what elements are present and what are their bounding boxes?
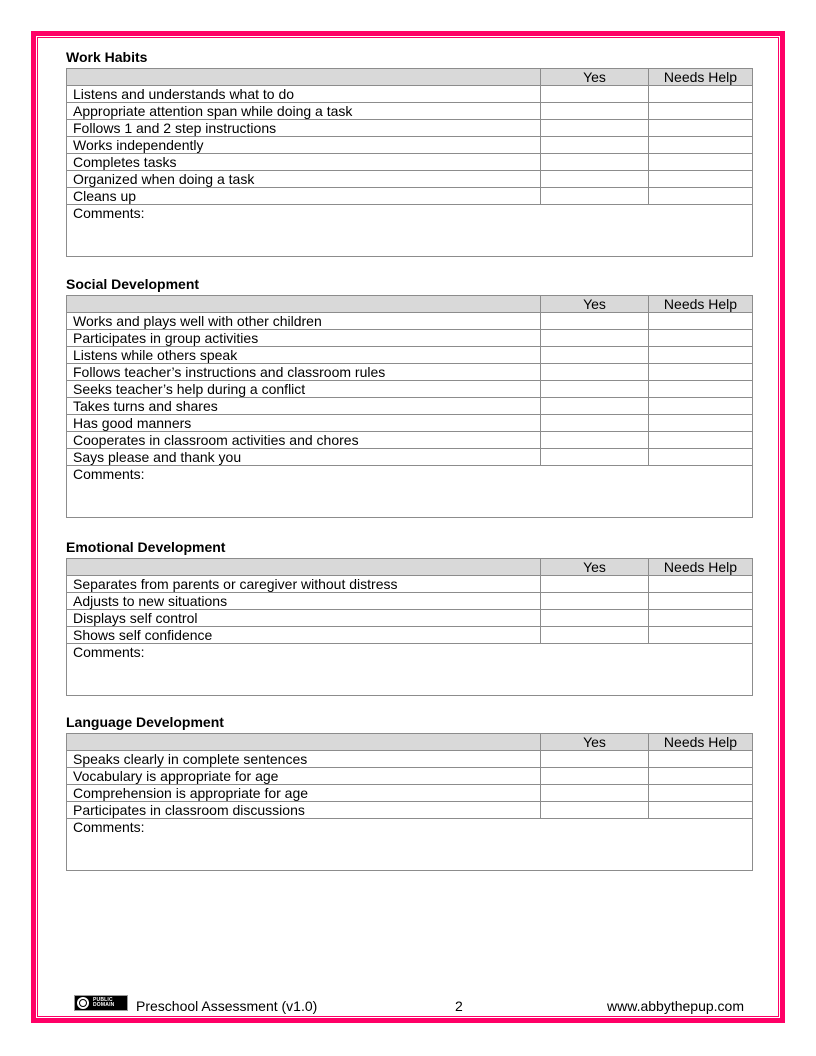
yes-checkbox-cell[interactable] — [541, 171, 649, 188]
skill-label: Takes turns and shares — [67, 398, 541, 415]
document-title: Preschool Assessment (v1.0) — [136, 998, 318, 1014]
skill-label: Speaks clearly in complete sentences — [67, 751, 541, 768]
skill-label: Participates in group activities — [67, 330, 541, 347]
needs-help-checkbox-cell[interactable] — [649, 313, 753, 330]
table-row — [67, 137, 753, 154]
needs-help-checkbox-cell[interactable] — [649, 330, 753, 347]
needs-help-checkbox-cell[interactable] — [649, 188, 753, 205]
header-needs-help: Needs Help — [649, 734, 753, 751]
yes-checkbox-cell[interactable] — [541, 449, 649, 466]
needs-help-checkbox-cell[interactable] — [649, 103, 753, 120]
skill-label: Follows 1 and 2 step instructions — [67, 120, 541, 137]
needs-help-checkbox-cell[interactable] — [649, 576, 753, 593]
yes-checkbox-cell[interactable] — [541, 137, 649, 154]
skill-label: Works and plays well with other children — [67, 313, 541, 330]
needs-help-checkbox-cell[interactable] — [649, 171, 753, 188]
header-yes: Yes — [541, 69, 649, 86]
needs-help-checkbox-cell[interactable] — [649, 751, 753, 768]
skill-label: Participates in classroom discussions — [67, 802, 541, 819]
social-development-table — [66, 295, 753, 518]
comments-row — [67, 819, 753, 871]
yes-checkbox-cell[interactable] — [541, 313, 649, 330]
comments-field[interactable] — [67, 205, 753, 257]
table-row — [67, 576, 753, 593]
header-needs-help: Needs Help — [649, 559, 753, 576]
table-row — [67, 593, 753, 610]
needs-help-checkbox-cell[interactable] — [649, 802, 753, 819]
needs-help-checkbox-cell[interactable] — [649, 593, 753, 610]
yes-checkbox-cell[interactable] — [541, 330, 649, 347]
table-row — [67, 330, 753, 347]
skill-label: Comprehension is appropriate for age — [67, 785, 541, 802]
table-header-row — [67, 734, 753, 751]
website-link[interactable]: www.abbythepup.com — [607, 998, 744, 1014]
needs-help-checkbox-cell[interactable] — [649, 785, 753, 802]
skill-label: Listens while others speak — [67, 347, 541, 364]
skill-label: Works independently — [67, 137, 541, 154]
table-row — [67, 751, 753, 768]
comments-row — [67, 205, 753, 257]
table-header-row — [67, 296, 753, 313]
section-title: Social Development — [66, 276, 200, 292]
table-row — [67, 188, 753, 205]
needs-help-checkbox-cell[interactable] — [649, 415, 753, 432]
public-domain-icon — [77, 997, 89, 1009]
table-row — [67, 785, 753, 802]
yes-checkbox-cell[interactable] — [541, 785, 649, 802]
comments-row — [67, 466, 753, 518]
needs-help-checkbox-cell[interactable] — [649, 610, 753, 627]
skill-label: Completes tasks — [67, 154, 541, 171]
yes-checkbox-cell[interactable] — [541, 188, 649, 205]
needs-help-checkbox-cell[interactable] — [649, 86, 753, 103]
table-header-row — [67, 69, 753, 86]
skill-label: Shows self confidence — [67, 627, 541, 644]
skill-label: Has good manners — [67, 415, 541, 432]
needs-help-checkbox-cell[interactable] — [649, 432, 753, 449]
table-row — [67, 449, 753, 466]
yes-checkbox-cell[interactable] — [541, 576, 649, 593]
needs-help-checkbox-cell[interactable] — [649, 381, 753, 398]
comments-label: Comments: — [73, 644, 145, 660]
page-number: 2 — [455, 998, 463, 1014]
table-row — [67, 86, 753, 103]
yes-checkbox-cell[interactable] — [541, 86, 649, 103]
table-row — [67, 610, 753, 627]
table-row — [67, 398, 753, 415]
public-domain-label — [93, 998, 114, 1008]
header-yes: Yes — [541, 734, 649, 751]
needs-help-checkbox-cell[interactable] — [649, 398, 753, 415]
table-header-row — [67, 559, 753, 576]
table-row — [67, 415, 753, 432]
public-domain-badge — [74, 995, 128, 1011]
header-item-cell — [67, 296, 541, 313]
yes-checkbox-cell[interactable] — [541, 120, 649, 137]
table-row — [67, 154, 753, 171]
needs-help-checkbox-cell[interactable] — [649, 364, 753, 381]
needs-help-checkbox-cell[interactable] — [649, 627, 753, 644]
table-row — [67, 171, 753, 188]
table-row — [67, 802, 753, 819]
badge-line-1: PUBLIC — [93, 997, 113, 1003]
language-development-table — [66, 733, 753, 871]
header-item-cell — [67, 734, 541, 751]
page-footer — [74, 995, 744, 1015]
header-item-cell — [67, 69, 541, 86]
yes-checkbox-cell[interactable] — [541, 154, 649, 171]
skill-label: Cleans up — [67, 188, 541, 205]
skill-label: Appropriate attention span while doing a task — [67, 103, 541, 120]
yes-checkbox-cell[interactable] — [541, 432, 649, 449]
section-title: Work Habits — [66, 49, 148, 65]
header-needs-help: Needs Help — [649, 69, 753, 86]
skill-label: Displays self control — [67, 610, 541, 627]
skill-label: Organized when doing a task — [67, 171, 541, 188]
yes-checkbox-cell[interactable] — [541, 610, 649, 627]
yes-checkbox-cell[interactable] — [541, 593, 649, 610]
comments-field[interactable] — [67, 644, 753, 696]
table-row — [67, 768, 753, 785]
needs-help-checkbox-cell[interactable] — [649, 768, 753, 785]
comments-field[interactable] — [67, 819, 753, 871]
comments-label: Comments: — [73, 466, 145, 482]
yes-checkbox-cell[interactable] — [541, 398, 649, 415]
needs-help-checkbox-cell[interactable] — [649, 154, 753, 171]
section-language-development — [66, 714, 752, 871]
table-row — [67, 432, 753, 449]
skill-label: Seeks teacher’s help during a conflict — [67, 381, 541, 398]
comments-label: Comments: — [73, 205, 145, 221]
skill-label: Listens and understands what to do — [67, 86, 541, 103]
yes-checkbox-cell[interactable] — [541, 751, 649, 768]
yes-checkbox-cell[interactable] — [541, 768, 649, 785]
yes-checkbox-cell[interactable] — [541, 103, 649, 120]
yes-checkbox-cell[interactable] — [541, 415, 649, 432]
section-work-habits — [66, 49, 752, 257]
needs-help-checkbox-cell[interactable] — [649, 137, 753, 154]
emotional-development-table — [66, 558, 753, 696]
skill-label: Says please and thank you — [67, 449, 541, 466]
skill-label: Follows teacher’s instructions and classroom rules — [67, 364, 541, 381]
header-yes: Yes — [541, 559, 649, 576]
section-emotional-development — [66, 539, 752, 696]
table-row — [67, 120, 753, 137]
table-row — [67, 313, 753, 330]
needs-help-checkbox-cell[interactable] — [649, 449, 753, 466]
needs-help-checkbox-cell[interactable] — [649, 347, 753, 364]
section-title: Emotional Development — [66, 539, 226, 555]
skill-label: Separates from parents or caregiver without distress — [67, 576, 541, 593]
skill-label: Adjusts to new situations — [67, 593, 541, 610]
header-needs-help: Needs Help — [649, 296, 753, 313]
section-title: Language Development — [66, 714, 224, 730]
yes-checkbox-cell[interactable] — [541, 347, 649, 364]
yes-checkbox-cell[interactable] — [541, 381, 649, 398]
header-yes: Yes — [541, 296, 649, 313]
comments-row — [67, 644, 753, 696]
skill-label: Cooperates in classroom activities and chores — [67, 432, 541, 449]
table-row — [67, 103, 753, 120]
badge-line-2: DOMAIN — [93, 1002, 115, 1008]
header-item-cell — [67, 559, 541, 576]
comments-field[interactable] — [67, 466, 753, 518]
work-habits-table — [66, 68, 753, 257]
yes-checkbox-cell[interactable] — [541, 364, 649, 381]
section-social-development — [66, 276, 752, 518]
table-row — [67, 364, 753, 381]
table-row — [67, 627, 753, 644]
yes-checkbox-cell[interactable] — [541, 627, 649, 644]
table-row — [67, 347, 753, 364]
skill-label: Vocabulary is appropriate for age — [67, 768, 541, 785]
table-row — [67, 381, 753, 398]
comments-label: Comments: — [73, 819, 145, 835]
needs-help-checkbox-cell[interactable] — [649, 120, 753, 137]
yes-checkbox-cell[interactable] — [541, 802, 649, 819]
